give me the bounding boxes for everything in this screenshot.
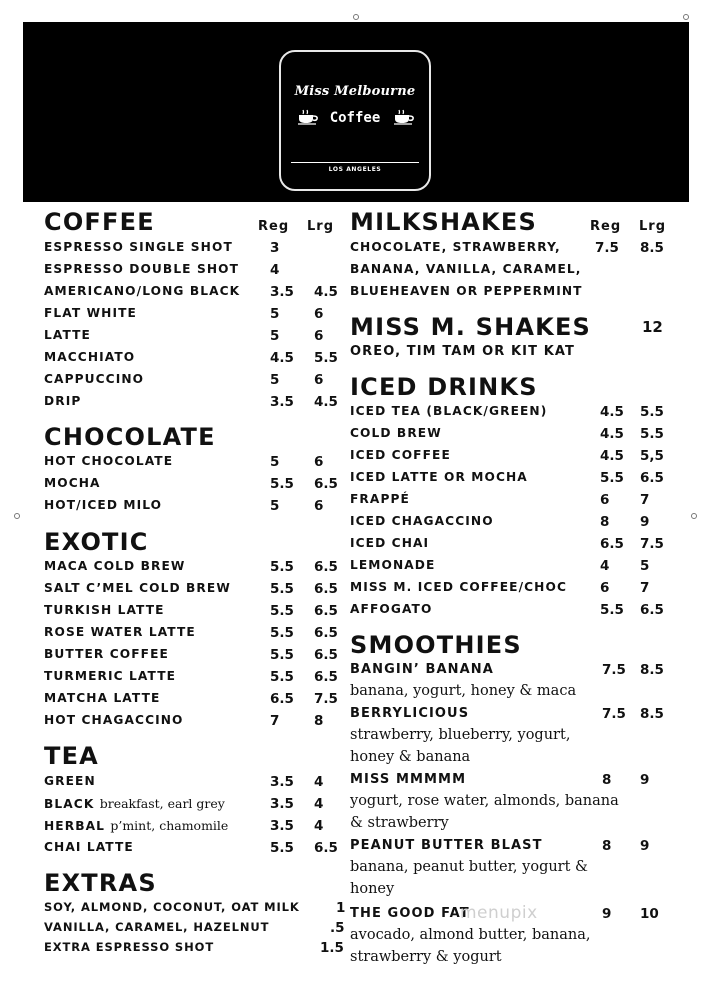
coffee-cup-icon — [393, 109, 417, 125]
item-price-lrg: 8 — [314, 713, 324, 729]
item-name — [44, 774, 96, 788]
section-title-coffee: COFFEE — [44, 208, 155, 236]
item-price-lrg: 4 — [314, 774, 324, 790]
item-name: TURKISH LATTE — [44, 603, 165, 617]
section-title-miss-shakes: MISS M. SHAKES — [350, 313, 592, 341]
item-price-reg: 5 — [270, 498, 280, 514]
item-description: strawberry & yogurt — [350, 949, 502, 965]
item-name: LATTE — [44, 328, 91, 342]
item-price-reg: 5 — [270, 454, 280, 470]
item-price-reg: 8 — [600, 514, 610, 530]
item-price-lrg: 8.5 — [640, 240, 664, 256]
section-title-milkshakes: MILKSHAKES — [350, 208, 537, 236]
item-name: ESPRESSO SINGLE SHOT — [44, 240, 233, 254]
section-title-iced-drinks: ICED DRINKS — [350, 373, 538, 401]
item-name-text: GREEN — [44, 774, 96, 788]
item-price-lrg: 7 — [640, 492, 650, 508]
item-price-reg: 3 — [270, 240, 280, 256]
item-price-reg: 4.5 — [600, 448, 624, 464]
item-name: COLD BREW — [350, 426, 442, 440]
item-name — [44, 818, 228, 833]
item-price-reg: 8 — [602, 772, 612, 788]
item-price-reg: 3.5 — [270, 394, 294, 410]
item-name-text: BLACK — [44, 797, 95, 811]
item-price-lrg: 6 — [314, 306, 324, 322]
item-price-lrg: 5.5 — [640, 426, 664, 442]
item-price-lrg: 4 — [314, 796, 324, 812]
item-price-reg: 5 — [270, 372, 280, 388]
item-name: ESPRESSO DOUBLE SHOT — [44, 262, 240, 276]
item-price-lrg: 4.5 — [314, 394, 338, 410]
item-price-reg: 4.5 — [600, 404, 624, 420]
item-price-lrg: 10 — [640, 906, 659, 922]
item-price-lrg: 6.5 — [640, 470, 664, 486]
item-name: BERRYLICIOUS — [350, 706, 470, 721]
item-note: p’mint, chamomile — [110, 818, 229, 833]
item-price: 1.5 — [320, 940, 344, 956]
section-title-extras: EXTRAS — [44, 869, 157, 897]
item-name: ICED TEA (BLACK/GREEN) — [350, 404, 548, 418]
item-price-lrg: 6.5 — [314, 647, 338, 663]
item-description: & strawberry — [350, 815, 449, 831]
item-description-line: OREO, TIM TAM OR KIT KAT — [350, 344, 576, 359]
item-name: MOCHA — [44, 476, 101, 490]
item-price-lrg: 9 — [640, 772, 650, 788]
item-price-reg: 3.5 — [270, 796, 294, 812]
item-name: AFFOGATO — [350, 602, 433, 616]
item-name: ROSE WATER LATTE — [44, 625, 196, 639]
item-description-line: BANANA, VANILLA, CARAMEL, — [350, 262, 582, 276]
item-price-lrg: 6.5 — [314, 603, 338, 619]
item-price-reg: 5.5 — [270, 603, 294, 619]
item-price-lrg: 4 — [314, 818, 324, 834]
item-price-lrg: 6.5 — [314, 840, 338, 856]
item-description-line: BLUEHEAVEN OR PEPPERMINT — [350, 284, 583, 298]
item-name: HOT/ICED MILO — [44, 498, 163, 512]
logo-title: Miss Melbourne — [294, 84, 416, 99]
item-price-lrg: 7.5 — [640, 536, 664, 552]
item-price-lrg: 7 — [640, 580, 650, 596]
item-price: 1 — [336, 900, 346, 916]
item-price-reg: 3.5 — [270, 774, 294, 790]
item-name: BUTTER COFFEE — [44, 647, 169, 661]
item-price: 12 — [642, 318, 663, 336]
item-price-reg: 5.5 — [270, 647, 294, 663]
item-price-lrg: 6.5 — [314, 559, 338, 575]
item-name: DRIP — [44, 394, 82, 408]
item-name: SOY, ALMOND, COCONUT, OAT MILK — [44, 900, 300, 914]
item-name: ICED COFFEE — [350, 448, 451, 462]
reg-column-header: Reg — [258, 219, 290, 234]
item-price-reg: 9 — [602, 906, 612, 922]
item-price-reg: 7.5 — [602, 662, 626, 678]
item-price-reg: 5.5 — [270, 625, 294, 641]
item-name: THE GOOD FAT — [350, 906, 470, 921]
section-title-smoothies: SMOOTHIES — [350, 631, 522, 659]
item-price-reg: 5.5 — [600, 602, 624, 618]
item-price-reg: 5.5 — [270, 840, 294, 856]
item-price-reg: 5.5 — [270, 581, 294, 597]
item-name: ICED LATTE OR MOCHA — [350, 470, 528, 484]
item-price-reg: 6 — [600, 492, 610, 508]
item-price-lrg: 5,5 — [640, 448, 664, 464]
item-note: breakfast, earl grey — [99, 796, 225, 811]
item-price-lrg: 6.5 — [314, 669, 338, 685]
edge-marker-left — [14, 513, 20, 519]
item-name: MISS MMMMM — [350, 772, 467, 787]
item-name: SALT C’MEL COLD BREW — [44, 581, 231, 595]
item-name: VANILLA, CARAMEL, HAZELNUT — [44, 920, 270, 934]
item-description: banana, yogurt, honey & maca — [350, 683, 577, 699]
item-price-reg: 6 — [600, 580, 610, 596]
item-price-reg: 5.5 — [270, 669, 294, 685]
item-price-reg: 4.5 — [600, 426, 624, 442]
logo-location: LOS ANGELES — [328, 166, 382, 173]
logo-subtitle: Coffee — [329, 110, 381, 126]
item-name: CHOCOLATE, STRAWBERRY, — [350, 240, 561, 254]
logo-divider — [291, 162, 419, 163]
item-price-reg: 5.5 — [270, 559, 294, 575]
item-price-reg: 5 — [270, 306, 280, 322]
item-name: HOT CHAGACCINO — [44, 713, 184, 727]
item-price-lrg: 6 — [314, 372, 324, 388]
section-title-exotic: EXOTIC — [44, 528, 149, 556]
section-title-chocolate: CHOCOLATE — [44, 423, 216, 451]
item-name: ICED CHAI — [350, 536, 430, 550]
item-price-lrg: 5.5 — [314, 350, 338, 366]
item-price-reg: 7.5 — [595, 240, 619, 256]
section-title-tea: TEA — [44, 742, 99, 770]
edge-marker-top-right — [683, 14, 689, 20]
item-name: FLAT WHITE — [44, 306, 137, 320]
header-banner — [23, 22, 689, 202]
item-description: honey & banana — [350, 749, 471, 765]
item-price-lrg: 6 — [314, 328, 324, 344]
item-price-lrg: 5 — [640, 558, 650, 574]
item-price-lrg: 6 — [314, 498, 324, 514]
item-description: yogurt, rose water, almonds, banana — [350, 793, 619, 809]
item-price-lrg: 9 — [640, 838, 650, 854]
item-price-reg: 4 — [600, 558, 610, 574]
item-price-lrg: 6.5 — [314, 581, 338, 597]
item-name: EXTRA ESPRESSO SHOT — [44, 940, 215, 954]
item-description: banana, peanut butter, yogurt & — [350, 859, 588, 875]
item-price-reg: 5.5 — [600, 470, 624, 486]
item-price-lrg: 5.5 — [640, 404, 664, 420]
item-name — [44, 796, 225, 811]
item-price-lrg: 6.5 — [314, 476, 338, 492]
item-price-lrg: 7.5 — [314, 691, 338, 707]
item-name: BANGIN’ BANANA — [350, 662, 494, 677]
item-name: AMERICANO/LONG BLACK — [44, 284, 241, 298]
lrg-column-header: Lrg — [639, 219, 667, 234]
item-price: .5 — [330, 920, 345, 936]
item-price-reg: 7 — [270, 713, 280, 729]
item-name — [44, 840, 134, 854]
item-price-reg: 3.5 — [270, 818, 294, 834]
item-name: LEMONADE — [350, 558, 436, 572]
item-name-text: CHAI LATTE — [44, 840, 134, 854]
edge-marker-top — [353, 14, 359, 20]
watermark: menupix — [460, 903, 538, 923]
item-name: ICED CHAGACCINO — [350, 514, 494, 528]
item-price-reg: 5.5 — [270, 476, 294, 492]
item-price-lrg: 6.5 — [640, 602, 664, 618]
logo — [279, 50, 431, 191]
item-name: MACA COLD BREW — [44, 559, 186, 573]
item-price-reg: 3.5 — [270, 284, 294, 300]
item-name: PEANUT BUTTER BLAST — [350, 838, 543, 853]
item-price-lrg: 8.5 — [640, 706, 664, 722]
item-name: HOT CHOCOLATE — [44, 454, 174, 468]
lrg-column-header: Lrg — [307, 219, 335, 234]
item-name: MISS M. ICED COFFEE/CHOC — [350, 580, 567, 594]
item-price-reg: 4 — [270, 262, 280, 278]
item-price-reg: 6.5 — [600, 536, 624, 552]
item-description: honey — [350, 881, 395, 897]
edge-marker-right — [691, 513, 697, 519]
item-price-reg: 6.5 — [270, 691, 294, 707]
item-price-lrg: 4.5 — [314, 284, 338, 300]
item-name: FRAPPÉ — [350, 492, 410, 506]
item-price-reg: 7.5 — [602, 706, 626, 722]
item-price-reg: 8 — [602, 838, 612, 854]
item-price-lrg: 6 — [314, 454, 324, 470]
item-price-reg: 5 — [270, 328, 280, 344]
item-price-lrg: 8.5 — [640, 662, 664, 678]
item-name: MATCHA LATTE — [44, 691, 161, 705]
item-price-reg: 4.5 — [270, 350, 294, 366]
item-name-text: HERBAL — [44, 819, 105, 833]
item-price-lrg: 9 — [640, 514, 650, 530]
item-price-lrg: 6.5 — [314, 625, 338, 641]
item-description: strawberry, blueberry, yogurt, — [350, 727, 571, 743]
item-name: MACCHIATO — [44, 350, 136, 364]
item-name: TURMERIC LATTE — [44, 669, 177, 683]
item-name: CAPPUCCINO — [44, 372, 145, 386]
reg-column-header: Reg — [590, 219, 622, 234]
item-description: avocado, almond butter, banana, — [350, 927, 591, 943]
